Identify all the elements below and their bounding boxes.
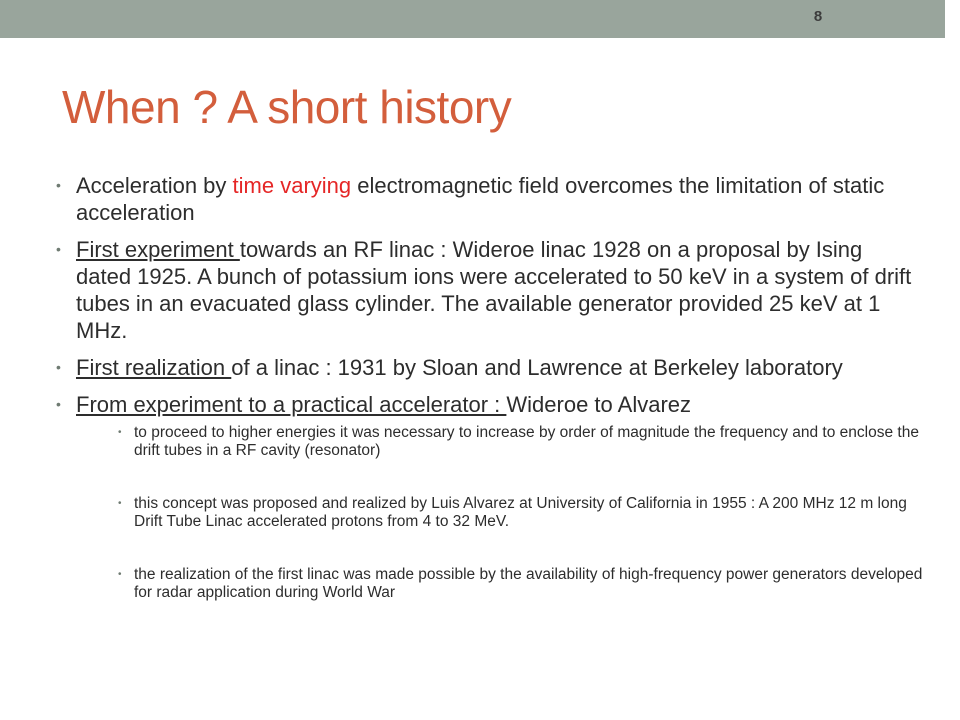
sub-bullet-alvarez [118, 495, 924, 531]
bullet-from-experiment [56, 391, 916, 418]
bullet-first-realization [56, 354, 916, 381]
underlined-first-experiment: First experiment [76, 237, 240, 262]
sub-bullet-text: the realization of the first linac was made possible by the availability of high-frequency power generators developed for radar application during World War [134, 566, 923, 601]
sub-bullet-text: to proceed to higher energies it was necessary to increase by order of magnitude the frequency and to enclose the drift tubes in a RF cavity (resonator) [134, 424, 919, 459]
bullet-dot-icon: • [56, 396, 61, 412]
bullet-first-experiment [56, 236, 916, 344]
sub-bullet-dot-icon: • [118, 427, 122, 438]
bullet-dot-icon: • [56, 241, 61, 257]
header-bar [0, 0, 945, 38]
bullet-text-post: electromagnetic field overcomes the limitation of static acceleration [76, 173, 885, 225]
slide-content [56, 172, 923, 602]
underlined-from-experiment: From experiment to a practical accelerator : [76, 392, 507, 417]
bullet-text: towards an RF linac : Wideroe linac 1928 on a proposal by Ising dated 1925. A bunch of potassium ions were accelerated to 50 keV in a system of drift tubes in an evacuated glass cylinder. The available generator provided 25 keV at 1 MHz. [76, 237, 912, 343]
bullet-dot-icon: • [56, 359, 61, 375]
sub-bullet-radar [118, 566, 924, 602]
slide-title: When ? A short history [62, 81, 512, 133]
highlight-time-varying: time varying [232, 173, 352, 198]
bullet-text-pre: Acceleration by [76, 173, 233, 198]
bullet-text: Wideroe to Alvarez [506, 392, 692, 417]
sub-bullet-text: this concept was proposed and realized by Luis Alvarez at University of California in 1955 : A 200 MHz 12 m long Drift Tube Linac accelerated protons from 4 to 32 MeV. [134, 495, 907, 530]
sub-bullet-dot-icon: • [118, 569, 122, 580]
sub-bullet-dot-icon: • [118, 498, 122, 509]
bullet-text: of a linac : 1931 by Sloan and Lawrence at Berkeley laboratory [231, 355, 843, 380]
bullet-dot-icon: • [56, 177, 61, 193]
slide-number: 8 [813, 8, 823, 25]
underlined-first-realization: First realization [76, 355, 232, 380]
bullet-acceleration [56, 172, 916, 226]
sub-bullet-higher-energies [118, 424, 924, 460]
